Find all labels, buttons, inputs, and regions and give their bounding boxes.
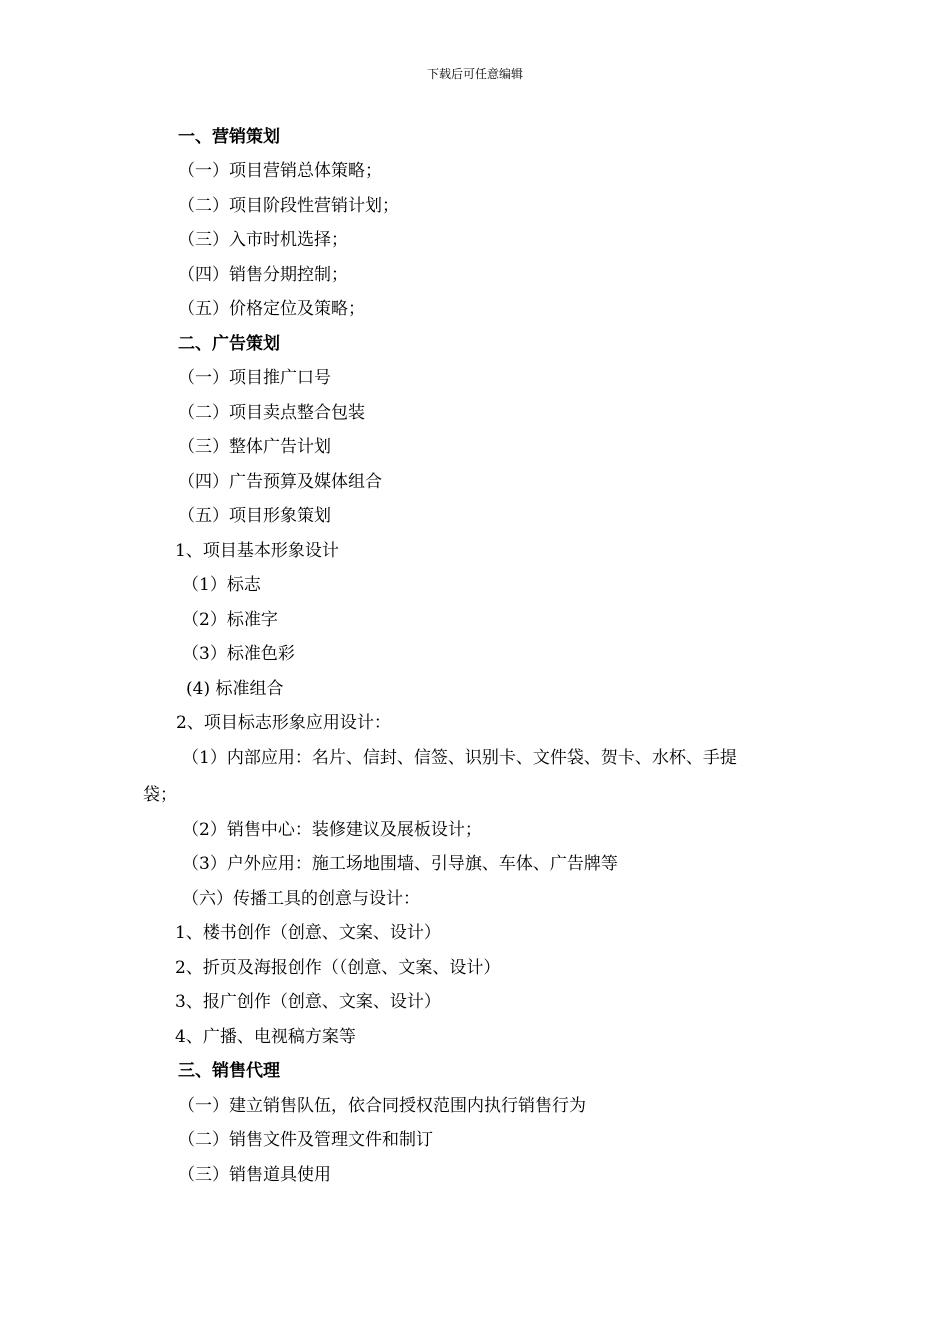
- list-item: （六）传播工具的创意与设计：: [182, 889, 420, 909]
- section-heading: 二、广告策划: [178, 334, 280, 354]
- list-item: 2、折页及海报创作（（创意、文案、设计）: [175, 958, 501, 978]
- list-item: （一）建立销售队伍，依合同授权范围内执行销售行为: [178, 1096, 586, 1116]
- list-item: （四）销售分期控制；: [178, 265, 348, 285]
- list-item: （2）标准字: [182, 610, 278, 630]
- list-item: （3）户外应用：施工场地围墙、引导旗、车体、广告牌等: [182, 854, 618, 874]
- list-item: （1）标志: [182, 575, 261, 595]
- list-item: (4) 标准组合: [186, 679, 284, 699]
- list-item: （三）入市时机选择；: [178, 230, 348, 250]
- list-item: （2）销售中心：装修建议及展板设计；: [182, 820, 482, 840]
- page-header: 下载后可任意编辑: [426, 67, 523, 81]
- list-item: （一）项目营销总体策略；: [178, 161, 382, 181]
- list-item: 3、报广创作（创意、文案、设计）: [175, 992, 441, 1012]
- list-item: 1、楼书创作（创意、文案、设计）: [175, 923, 441, 943]
- list-item: （二）项目卖点整合包装: [178, 403, 365, 423]
- list-item: （二）销售文件及管理文件和制订: [178, 1130, 433, 1150]
- list-item: 2、项目标志形象应用设计：: [176, 713, 391, 733]
- list-item: （五）项目形象策划: [178, 506, 331, 526]
- list-item: （二）项目阶段性营销计划；: [178, 196, 399, 216]
- list-item: （五）价格定位及策略；: [178, 299, 365, 319]
- list-item: 1、项目基本形象设计: [175, 541, 339, 561]
- list-item: （三）销售道具使用: [178, 1165, 331, 1185]
- section-heading: 三、销售代理: [178, 1061, 280, 1081]
- list-item: （四）广告预算及媒体组合: [178, 472, 382, 492]
- list-item: 4、广播、电视稿方案等: [175, 1027, 356, 1047]
- list-item: （三）整体广告计划: [178, 437, 331, 457]
- section-heading: 一、营销策划: [178, 127, 280, 147]
- list-item: （1）内部应用：名片、信封、信签、识别卡、文件袋、贺卡、水杯、手提: [182, 748, 737, 768]
- list-item: （一）项目推广口号: [178, 368, 331, 388]
- list-item: （3）标准色彩: [182, 644, 295, 664]
- list-item: 袋；: [143, 785, 177, 805]
